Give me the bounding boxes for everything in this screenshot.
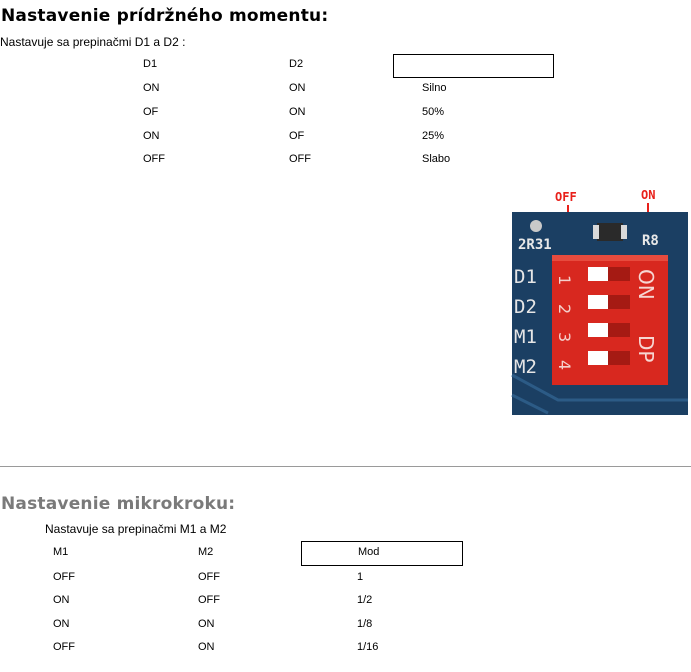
switch-number-2: 2 — [555, 304, 574, 315]
table-cell: ON — [143, 82, 160, 94]
label-off: OFF — [555, 190, 577, 204]
silkscreen-d2: D2 — [514, 296, 537, 318]
section-title-microstep: Nastavenie mikrokroku: — [1, 494, 236, 514]
silkscreen-m1: M1 — [514, 326, 537, 348]
table-cell: OFF — [289, 153, 311, 165]
smd-pad — [593, 225, 599, 239]
section-title-holding-torque: Nastavenie prídržného momentu: — [1, 6, 329, 26]
table-cell: 1 — [357, 571, 364, 583]
switch-body-text-dp: DP — [634, 335, 658, 363]
table-cell: OFF — [198, 594, 220, 606]
table-header-m1: M1 — [53, 546, 69, 558]
table-cell: 1/2 — [357, 594, 373, 606]
silkscreen-r8: R8 — [642, 233, 659, 249]
table-cell: OFF — [198, 571, 220, 583]
switch-number-4: 4 — [555, 360, 574, 371]
table-cell: ON — [198, 641, 215, 653]
table-header-mod: Mod — [358, 546, 380, 558]
table-header-d1: D1 — [143, 58, 158, 70]
table-cell: OFF — [53, 641, 75, 653]
smd-component — [597, 223, 623, 241]
table-cell: ON — [53, 594, 70, 606]
section-divider — [0, 466, 691, 467]
table-header-m2: M2 — [198, 546, 214, 558]
silkscreen-m2: M2 — [514, 356, 537, 378]
section-intro: Nastavuje sa prepinačmi D1 a D2 : — [0, 35, 186, 49]
table-cell: OFF — [143, 153, 165, 165]
switch-number-3: 3 — [555, 332, 574, 343]
table-cell: 50% — [422, 106, 445, 118]
table-cell: ON — [289, 106, 306, 118]
switch-body-text-on: ON — [634, 269, 658, 300]
table-header-d2: D2 — [289, 58, 304, 70]
pcb-pad — [530, 220, 542, 232]
table-cell: ON — [53, 618, 70, 630]
label-on: ON — [641, 188, 656, 202]
silkscreen-d1: D1 — [514, 266, 537, 288]
table-cell: OF — [143, 106, 159, 118]
table-cell: Silno — [422, 82, 447, 94]
switch-number-1: 1 — [555, 275, 574, 286]
smd-pad — [621, 225, 627, 239]
silkscreen-2r31: 2R31 — [518, 237, 552, 253]
table-cell: ON — [289, 82, 306, 94]
table-cell: ON — [143, 130, 160, 142]
table-header-mod-box — [301, 541, 463, 566]
table-cell: OF — [289, 130, 305, 142]
table-cell: 25% — [422, 130, 445, 142]
switch-actuator — [588, 351, 608, 365]
table-cell: ON — [198, 618, 215, 630]
table-cell: 1/8 — [357, 618, 373, 630]
section-intro: Nastavuje sa prepinačmi M1 a M2 — [45, 522, 227, 536]
dip-switch-highlight — [552, 255, 668, 261]
table-header-empty-box — [393, 54, 554, 78]
table-cell: Slabo — [422, 153, 451, 165]
switch-actuator — [588, 295, 608, 309]
dip-switch-photo — [508, 185, 688, 415]
table-cell: 1/16 — [357, 641, 379, 653]
switch-actuator — [588, 267, 608, 281]
table-cell: OFF — [53, 571, 75, 583]
switch-actuator — [588, 323, 608, 337]
